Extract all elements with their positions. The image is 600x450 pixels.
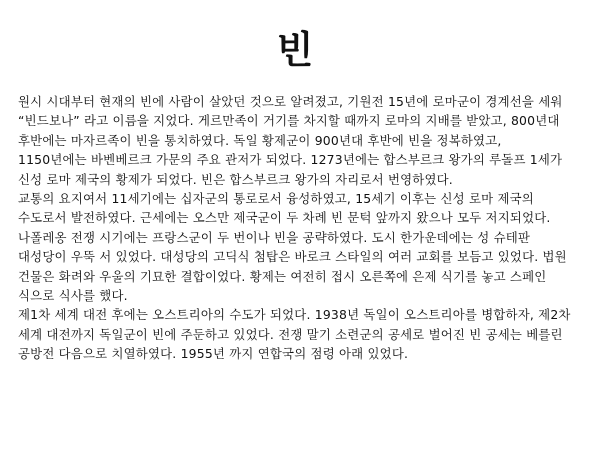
paragraph-modern: 제1차 세계 대전 후에는 오스트리아의 수도가 되었다. 1938년 독일이 오스트리아를 병합하자, 제2차 세계 대전까지 독일군이 빈에 주둔하고 있었다. 전쟁 말기 소련군의 공세로 벌어진 빈 공세는 베를린 공방전 다음으로 치열하였다. 1955년 까지 연합국의 점령 아래 있었다.	[18, 307, 571, 362]
paragraph-transport: 교통의 요지여서 11세기에는 십자군의 통로로서 융성하였고, 15세기 이후는 신성 로마 제국의 수도로서 발전하였다. 근세에는 오스만 제국군이 두 차례 빈 문턱 앞까지 왔으나 모두 저지되었다.	[18, 191, 551, 226]
document-body	[18, 92, 572, 364]
paragraph-napoleonic: 나폴레옹 전쟁 시기에는 프랑스군이 두 번이나 빈을 공략하였다. 도시 한가운데에는 성 슈테판 대성당이 우뚝 서 있었다. 대성당의 고딕식 첨탑은 바로크 스타일의 여러 교회를 보듬고 있었다. 법원 건물은 화려와 우울의 기묘한 결합이었다. 황제는 여전히 접시 오른쪽에 은제 식기를 놓고 스페인 식으로 식사를 했다.	[18, 229, 567, 304]
page-title: 빈	[276, 28, 314, 72]
paragraph-history: 원시 시대부터 현재의 빈에 사람이 살았던 것으로 알려졌고, 기원전 15년에 로마군이 경계선을 세워 “빈드보나” 라고 이름을 지었다. 게르만족이 거기를 차지할 때까지 로마의 지배를 받았고, 800년대 후반에는 마자르족이 빈을 통치하였다. 독일 황제군이 900년대 후반에 빈을 정복하였고, 1150년에는 바벤베르크 가문의 주요 관저가 되었다. 1273년에는 합스부르크 왕가의 루돌프 1세가 신성 로마 제국의 황제가 되었다. 빈은 합스부르크 왕가의 자리로서 번영하였다.	[18, 94, 563, 187]
